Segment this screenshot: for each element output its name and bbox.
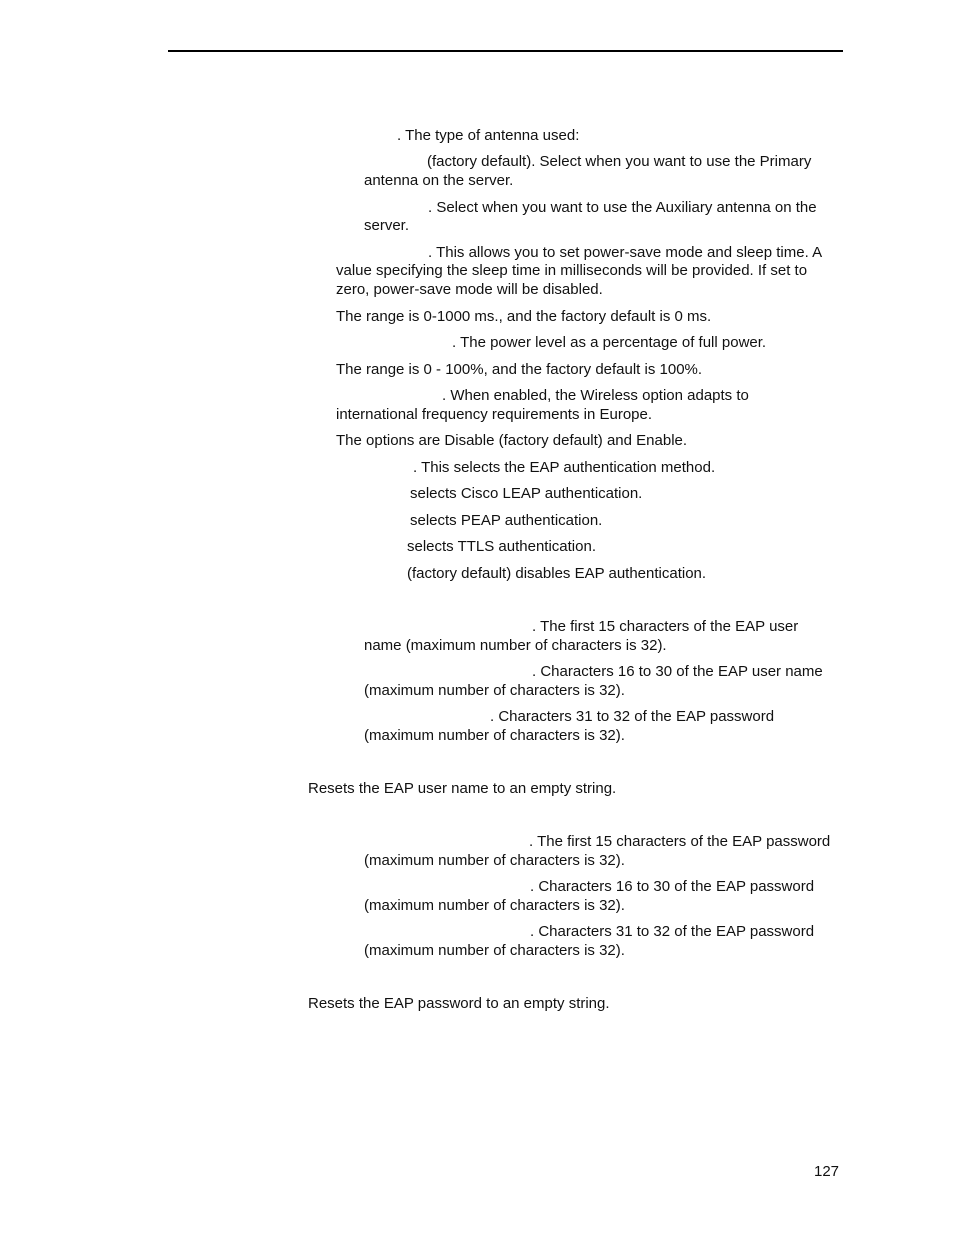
text-line: (factory default). Select when you want to use the Primary: [427, 153, 812, 170]
text-line: international frequency requirements in Europe.: [336, 406, 653, 423]
text-line: server.: [364, 217, 410, 234]
text-line: The range is 0 - 100%, and the factory default is 100%.: [336, 361, 703, 378]
text-line: (maximum number of characters is 32).: [364, 682, 625, 699]
header-rule: [168, 50, 843, 52]
text-line: (factory default) disables EAP authentication.: [407, 565, 707, 582]
text-line: (maximum number of characters is 32).: [364, 942, 625, 959]
text-line: . The first 15 characters of the EAP password: [529, 833, 831, 850]
text-line: . This selects the EAP authentication method.: [413, 459, 716, 476]
text-line: The options are Disable (factory default) and Enable.: [336, 432, 688, 449]
text-line: antenna on the server.: [364, 172, 514, 189]
text-line: selects PEAP authentication.: [410, 512, 603, 529]
text-line: . Characters 16 to 30 of the EAP password: [530, 878, 815, 895]
page-number: 127: [814, 1163, 840, 1180]
text-line: . When enabled, the Wireless option adapts to: [442, 387, 749, 404]
text-line: . Characters 31 to 32 of the EAP password: [490, 708, 775, 725]
text-line: name (maximum number of characters is 32).: [364, 637, 667, 654]
text-line: value specifying the sleep time in milliseconds will be provided. If set to: [336, 262, 808, 279]
text-line: (maximum number of characters is 32).: [364, 727, 625, 744]
text-line: . Characters 31 to 32 of the EAP password: [530, 923, 815, 940]
text-line: . The type of antenna used:: [397, 127, 580, 144]
text-line: zero, power-save mode will be disabled.: [336, 281, 603, 298]
text-line: The range is 0-1000 ms., and the factory default is 0 ms.: [336, 308, 712, 325]
text-line: . Characters 16 to 30 of the EAP user name: [532, 663, 823, 680]
text-line: . Select when you want to use the Auxiliary antenna on the: [428, 199, 817, 216]
text-line: selects TTLS authentication.: [407, 538, 596, 555]
text-line: (maximum number of characters is 32).: [364, 897, 625, 914]
text-line: selects Cisco LEAP authentication.: [410, 485, 643, 502]
text-line: . The power level as a percentage of full power.: [452, 334, 767, 351]
text-line: . The first 15 characters of the EAP user: [532, 618, 799, 635]
text-line: Resets the EAP user name to an empty string.: [308, 780, 617, 797]
text-line: . This allows you to set power-save mode and sleep time. A: [428, 244, 823, 261]
text-line: Resets the EAP password to an empty string.: [308, 995, 610, 1012]
text-line: (maximum number of characters is 32).: [364, 852, 625, 869]
